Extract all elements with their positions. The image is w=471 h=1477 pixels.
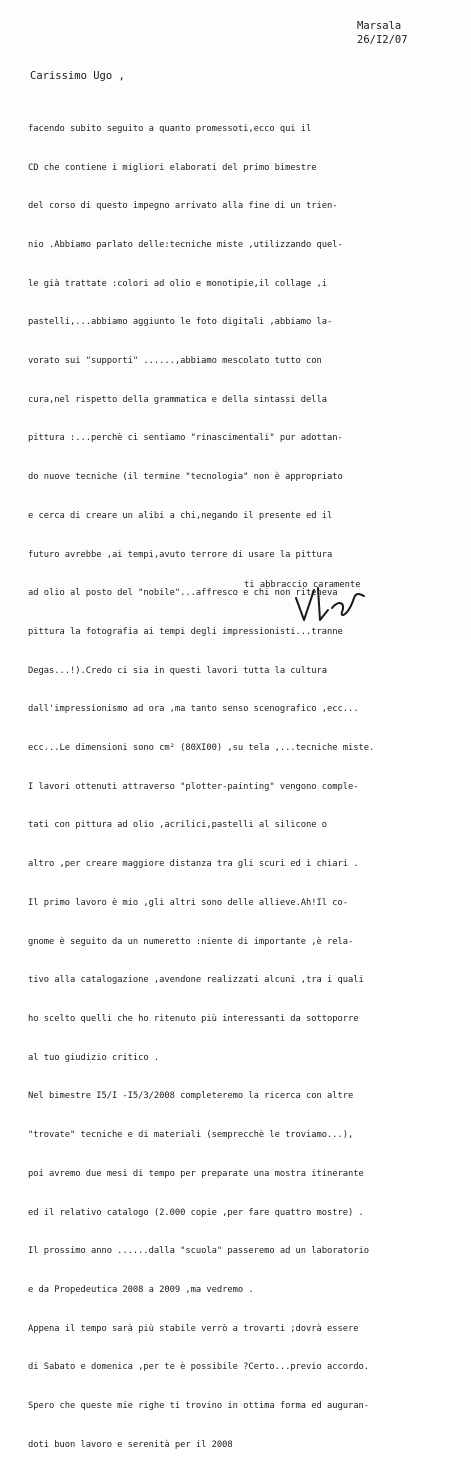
letter-header [357, 19, 408, 47]
body-line: le già trattate :colori ad olio e monotipie,il collage ,i [28, 278, 328, 289]
body-line: facendo subito seguito a quanto promessoti,ecco qui il [28, 123, 312, 134]
body-line: altro ,per creare maggiore distanza tra gli scuri ed i chiari . [28, 859, 359, 870]
body-line: al tuo giudizio critico . [28, 1052, 160, 1063]
body-line: Nel bimestre I5/I -I5/3/2008 completeremo la ricerca con altre [28, 1091, 354, 1102]
body-line: e da Propedeutica 2008 a 2009 ,ma vedremo . [28, 1284, 254, 1295]
body-line: di Sabato e domenica ,per te è possibile ?Certo...previo accordo. [28, 1362, 370, 1373]
letter-date: 26/I2/07 [357, 34, 408, 46]
body-line: Il primo lavoro è mio ,gli altri sono delle allieve.Ah!Il co- [28, 897, 349, 908]
letter-body [28, 97, 468, 1477]
body-line: vorato sui "supporti" ......,abbiamo mescolato tutto con [28, 356, 322, 367]
body-line: I lavori ottenuti attraverso "plotter-painting" vengono comple- [28, 781, 359, 792]
body-line: del corso di questo impegno arrivato alla fine di un trien- [28, 201, 338, 212]
body-line: do nuove tecniche (il termine "tecnologia" non è appropriato [28, 472, 343, 483]
body-line: "trovate" tecniche e di materiali (semprecchè le troviamo...), [28, 1130, 354, 1141]
signature-icon [290, 580, 370, 630]
body-line: pastelli,...abbiamo aggiunto le foto digitali ,abbiamo la- [28, 317, 333, 328]
body-line: pittura la fotografia ai tempi degli impressionisti...tranne [28, 626, 343, 637]
body-line: dall'impressionismo ad ora ,ma tanto senso scenografico ,ecc... [28, 704, 359, 715]
body-line: ed il relativo catalogo (2.000 copie ,per fare quattro mostre) . [28, 1207, 364, 1218]
body-line: doti buon lavoro e serenità per il 2008 [28, 1439, 233, 1450]
body-line: tati con pittura ad olio ,acrilici,pastelli al silicone o [28, 820, 328, 831]
closing-line: ti abbraccio caramente [244, 580, 361, 590]
body-line: Degas...!).Credo ci sia in questi lavori tutta la cultura [28, 665, 328, 676]
body-line: Appena il tempo sarà più stabile verrò a trovarti ;dovrà essere [28, 1323, 359, 1334]
body-line: Spero che queste mie righe ti trovino in ottima forma ed auguran- [28, 1401, 370, 1412]
body-line: futuro avrebbe ,ai tempi,avuto terrore di usare la pittura [28, 549, 333, 560]
body-line: cura,nel rispetto della grammatica e della sintassi della [28, 394, 328, 405]
body-line: tivo alla catalogazione ,avendone realizzati alcuni ,tra i quali [28, 975, 364, 986]
body-line: CD che contiene i migliori elaborati del primo bimestre [28, 162, 317, 173]
place-name: Marsala [357, 20, 402, 32]
body-line: nio .Abbiamo parlato delle:tecniche miste ,utilizzando quel- [28, 239, 343, 250]
body-line: gnome è seguito da un numeretto :niente di importante ,è rela- [28, 936, 354, 947]
body-line: Il prossimo anno ......dalla "scuola" passeremo ad un laboratorio [28, 1246, 370, 1257]
body-line: poi avremo due mesi di tempo per preparate una mostra itinerante [28, 1168, 364, 1179]
body-line: pittura :...perchè ci sentiamo "rinascimentali" pur adottan- [28, 433, 343, 444]
body-line: ad olio al posto del "nobile"...affresco e chi non riteneva [28, 588, 338, 599]
salutation: Carissimo Ugo , [30, 70, 125, 82]
body-line: e cerca di creare un alibi a chi,negando il presente ed il [28, 510, 333, 521]
body-line: ecc...Le dimensioni sono cm² (80XI00) ,su tela ,...tecniche miste. [28, 743, 375, 754]
body-line: ho scelto quelli che ho ritenuto più interessanti da sottoporre [28, 1013, 359, 1024]
